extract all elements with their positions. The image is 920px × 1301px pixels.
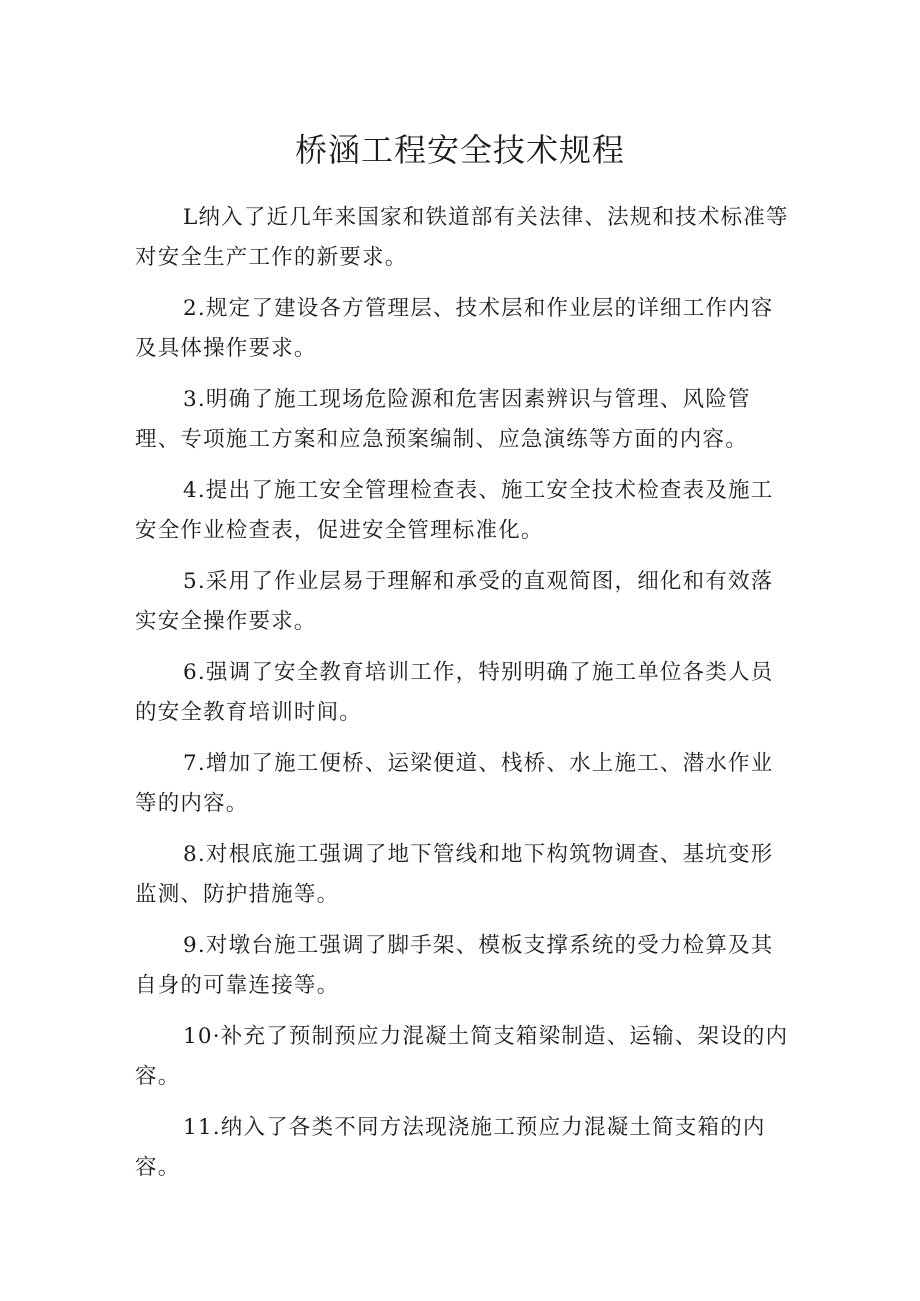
list-item: 6.强调了安全教育培训工作，特别明确了施工单位各类人员的安全教育培训时间。 [135, 660, 774, 725]
list-item: 9.对墩台施工强调了脚手架、模板支撑系统的受力检算及其自身的可靠连接等。 [135, 933, 774, 998]
list-item: 7.增加了施工便桥、运梁便道、栈桥、水上施工、潜水作业等的内容。 [135, 751, 774, 816]
list-item: 5.采用了作业层易于理解和承受的直观简图，细化和有效落实安全操作要求。 [135, 569, 774, 634]
list-item: 11.纳入了各类不同方法现浇施工预应力混凝土简支箱的内容。 [135, 1115, 766, 1180]
list-item: 2.规定了建设各方管理层、技术层和作业层的详细工作内容及具体操作要求。 [135, 296, 774, 361]
list-item: 10·补充了预制预应力混凝土简支箱梁制造、运输、架设的内容。 [135, 1024, 789, 1089]
document-title: 桥涵工程安全技术规程 [294, 131, 625, 169]
list-item: 4.提出了施工安全管理检查表、施工安全技术检查表及施工安全作业检查表，促进安全管理标准化。 [135, 478, 774, 543]
list-item: 8.对根底施工强调了地下管线和地下构筑物调查、基坑变形监测、防护措施等。 [135, 842, 774, 907]
list-item: L纳入了近几年来国家和铁道部有关法律、法规和技术标准等对安全生产工作的新要求。 [135, 205, 789, 270]
list-item: 3.明确了施工现场危险源和危害因素辨识与管理、风险管理、专项施工方案和应急预案编制、应急演练等方面的内容。 [135, 387, 751, 452]
document-body [135, 198, 795, 1199]
